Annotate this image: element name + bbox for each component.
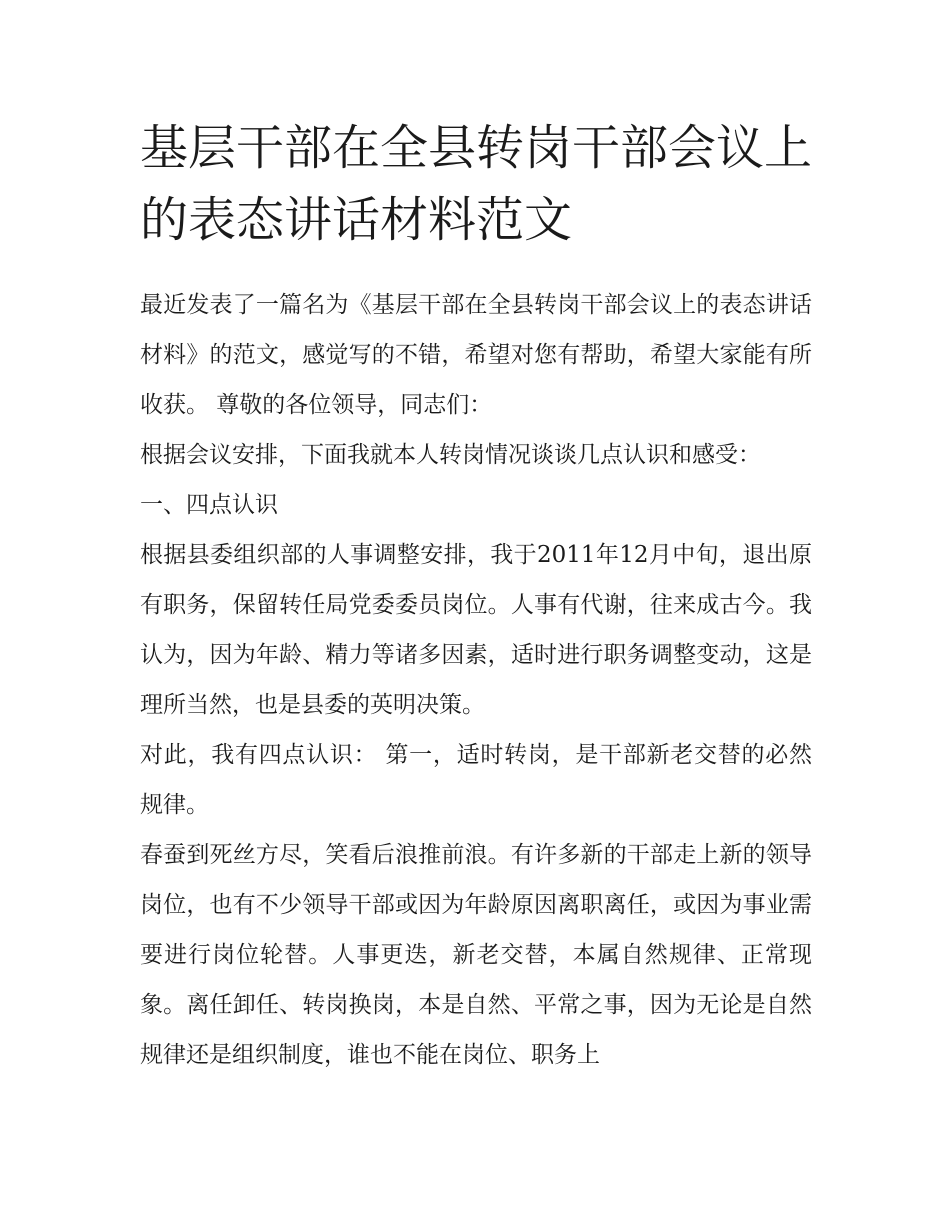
paragraph-succession: 春蚕到死丝方尽，笑看后浪推前浪。有许多新的干部走上新的领导岗位，也有不少领导干部或因为年龄原因离职离任，或因为事业需要进行岗位轮替。人事更迭，新老交替，本属自然规律、正常现象。离任卸任、转岗换岗，本是自然、平常之事，因为无论是自然规律还是组织制度，谁也不能在岗位、职务上 xyxy=(140,842,812,1068)
paragraph-first-point: 对此，我有四点认识： 第一，适时转岗，是干部新老交替的必然规律。 xyxy=(140,742,812,818)
paragraph-arrangement: 根据会议安排，下面我就本人转岗情况谈谈几点认识和感受： xyxy=(140,442,761,468)
paragraph-transfer: 根据县委组织部的人事调整安排，我于2011年12月中旬，退出原有职务，保留转任局党委委员岗位。人事有代谢，往来成古今。我认为，因为年龄、精力等诸多因素，适时进行职务调整变动，这是理所当然，也是县委的英明决策。 xyxy=(140,542,812,718)
document-page xyxy=(140,112,812,1080)
section-heading: 一、四点认识 xyxy=(140,492,278,518)
document-title: 基层干部在全县转岗干部会议上的表态讲话材料范文 xyxy=(140,120,813,248)
paragraph-intro: 最近发表了一篇名为《基层干部在全县转岗干部会议上的表态讲话材料》的范文，感觉写的不错，希望对您有帮助，希望大家能有所收获。 尊敬的各位领导，同志们： xyxy=(140,292,812,418)
